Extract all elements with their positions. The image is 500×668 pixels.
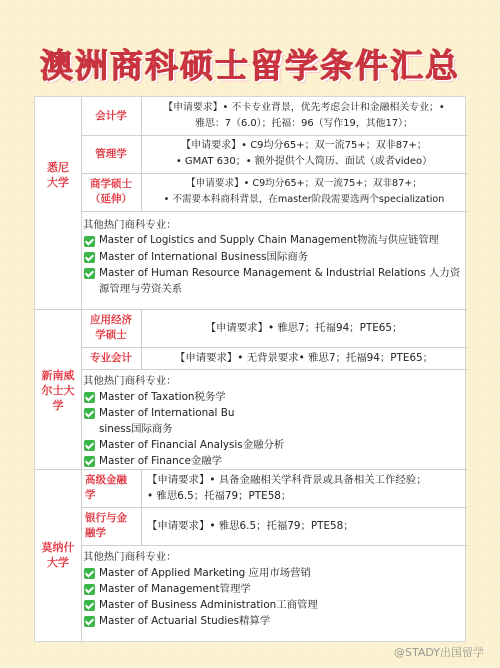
list-item: Master of Actuarial Studies精算学	[83, 613, 465, 629]
hot-majors-title: 其他热门商科专业：	[83, 551, 177, 563]
list-item: Master of Financial Analysis金融分析	[83, 437, 465, 453]
divider	[141, 469, 142, 545]
hot-majors-unsw	[83, 373, 465, 469]
checkbox-checked-icon	[84, 600, 95, 611]
watermark: @STADY出国留学	[394, 646, 484, 659]
list-item: Master of Taxation税务学	[83, 389, 465, 405]
checkbox-checked-icon	[84, 584, 95, 595]
hot-majors-monash	[83, 549, 465, 629]
divider	[141, 309, 142, 369]
hot-majors-title: 其他热门商科专业：	[83, 219, 177, 231]
requirements-banking-finance: 【申请要求】• 雅思6.5；托福79；PTE58；	[147, 520, 354, 532]
major-management: 管理学	[95, 147, 127, 160]
checkbox-checked-icon	[84, 236, 95, 247]
requirements-accounting: 【申请要求】• 不卡专业背景，优先考虑会计和金融相关专业；• 雅思：7（6.0）；托福：96（写作19，其他17）；	[163, 102, 445, 129]
requirements-commerce-extension: 【申请要求】• C9均分65+；双一流75+；双非87+； • 不需要本科商科背景，在master阶段需要选两个specialization	[163, 178, 445, 205]
hot-majors-sydney	[83, 217, 465, 297]
divider	[141, 97, 142, 211]
checkbox-checked-icon	[84, 456, 95, 467]
major-professional-accounting: 专业会计	[90, 351, 132, 364]
list-item: Master of Logistics and Supply Chain Management物流与供应链管理	[83, 233, 465, 249]
checkbox-checked-icon	[84, 440, 95, 451]
university-name-monash: 莫纳什大学	[41, 541, 75, 569]
major-advanced-finance: 高级金融学	[85, 474, 127, 501]
list-item: Master of Applied Marketing 应用市场营销	[83, 565, 465, 581]
list-item: Master of Human Resource Management & Industrial Relations 人力资源管理与劳资关系	[83, 265, 465, 297]
checkbox-checked-icon	[84, 568, 95, 579]
requirements-professional-accounting: 【申请要求】• 无背景要求• 雅思7；托福94；PTE65；	[174, 352, 434, 364]
list-item: Master of Finance金融学	[83, 453, 465, 469]
major-banking-finance: 银行与金融学	[85, 512, 127, 539]
checkbox-checked-icon	[84, 252, 95, 263]
list-item: Master of Business Administration工商管理	[83, 597, 465, 613]
university-name-sydney: 悉尼大学	[47, 161, 69, 189]
major-applied-economics: 应用经济学硕士	[90, 314, 132, 341]
divider	[81, 211, 467, 212]
checkbox-checked-icon	[84, 408, 95, 419]
checkbox-checked-icon	[84, 268, 95, 279]
list-item: Master of International Business国际商务	[83, 405, 465, 437]
list-item: Master of International Business国际商务	[83, 249, 465, 265]
requirements-advanced-finance: 【申请要求】• 具备金融相关学科背景或具备相关工作经验； • 雅思6.5；托福79；PTE58；	[147, 474, 427, 502]
title-area	[0, 40, 500, 87]
page-title: 澳洲商科硕士留学条件汇总	[40, 46, 460, 85]
divider	[81, 545, 467, 546]
checkbox-checked-icon	[84, 392, 95, 403]
major-accounting: 会计学	[95, 109, 127, 122]
checkbox-checked-icon	[84, 616, 95, 627]
requirements-management: 【申请要求】• C9均分65+；双一流75+；双非87+； • GMAT 630；• 额外提供个人简历、面试（或者video）	[175, 140, 433, 167]
hot-majors-title: 其他热门商科专业：	[83, 375, 177, 387]
major-commerce-extension: 商学硕士（延伸）	[90, 178, 132, 205]
divider	[81, 369, 467, 370]
requirements-applied-economics: 【申请要求】• 雅思7；托福94；PTE65；	[205, 322, 403, 334]
university-name-unsw: 新南威尔士大学	[41, 368, 75, 412]
list-item: Master of Management管理学	[83, 581, 465, 597]
summary-card	[34, 96, 466, 642]
